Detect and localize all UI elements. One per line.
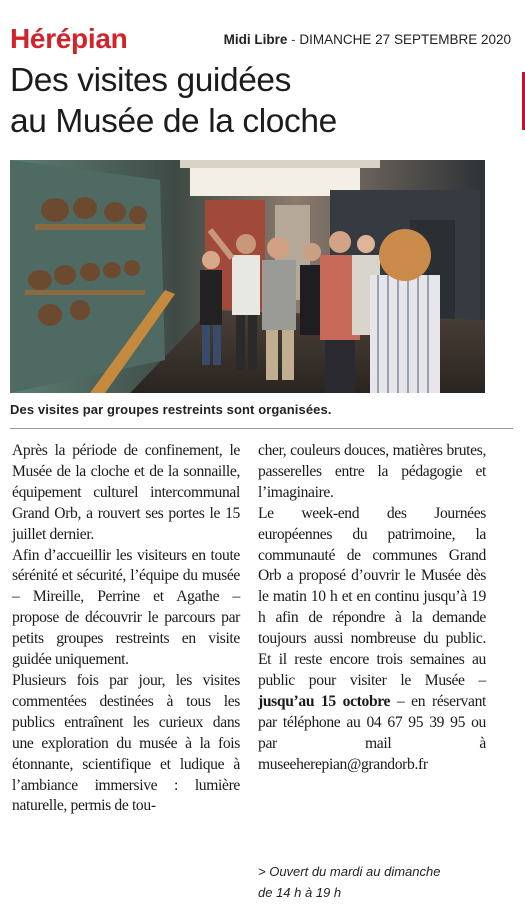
publication-info [224, 32, 511, 47]
article-column-2 [258, 441, 486, 776]
article-text-end: – en réservant par téléphone au 04 67 95 39 95 ou par mail à museeherepian@grandorb.fr [258, 692, 486, 773]
article-paragraph: Afin d’accueillir les visiteurs en toute sérénité et sécurité, l’équipe du musée – Mireille, Perrine et Agathe – propose de découvrir le parcours par petits groupes restreints en visite guidée uniquement. [12, 546, 240, 669]
article-title [10, 60, 510, 142]
opening-hours-info [258, 861, 498, 903]
opening-hours-line-1: > Ouvert du mardi au dimanche [258, 864, 441, 879]
article-column-1 [12, 441, 240, 817]
article-paragraph: cher, couleurs douces, matières brutes, passerelles entre la pédagogie et l’imaginaire. [258, 442, 486, 501]
page-header [10, 22, 511, 56]
article-paragraph: Après la période de confinement, le Musée de la cloche et de la sonnaille, équipement culturel intercommunal Grand Orb, a rouvert ses portes le 15 juillet dernier. [12, 442, 240, 543]
opening-hours-line-2: de 14 h à 19 h [258, 885, 342, 900]
article-photo [10, 160, 485, 393]
town-name: Hérépian [10, 23, 128, 54]
photo-museum-bells-visitors-icon [10, 160, 485, 393]
closing-date-highlight: jusqu’au 15 octobre [258, 692, 391, 710]
newspaper-name: Midi Libre [223, 32, 288, 47]
article-text: Le week-end des Journées européennes du patrimoine, la communauté de communes Grand Orb a proposé d’ouvrir le Musée dès le matin 10 h et en continu jusqu’à 19 h afin de répondre à la demande toujours aussi nombreuse du public. Et il reste encore trois semaines au public pour visiter le Musée – [258, 504, 486, 689]
article-paragraph: Plusieurs fois par jour, les visites commentées destinées à tous les publics entraînent les curieux dans une exploration du musée à la fois étonnante, scientifique et ludique à l’ambiance immersive : lumière naturelle, permis de tou- [12, 671, 240, 815]
caption-divider [10, 428, 513, 429]
article-paragraph [258, 504, 486, 776]
header-separator: - [291, 32, 296, 47]
publication-date: DIMANCHE 27 SEPTEMBRE 2020 [299, 32, 511, 47]
title-line-2: au Musée de la cloche [10, 103, 337, 140]
title-line-1: Des visites guidées [10, 62, 292, 99]
photo-caption: Des visites par groupes restreints sont organisées. [10, 402, 332, 417]
